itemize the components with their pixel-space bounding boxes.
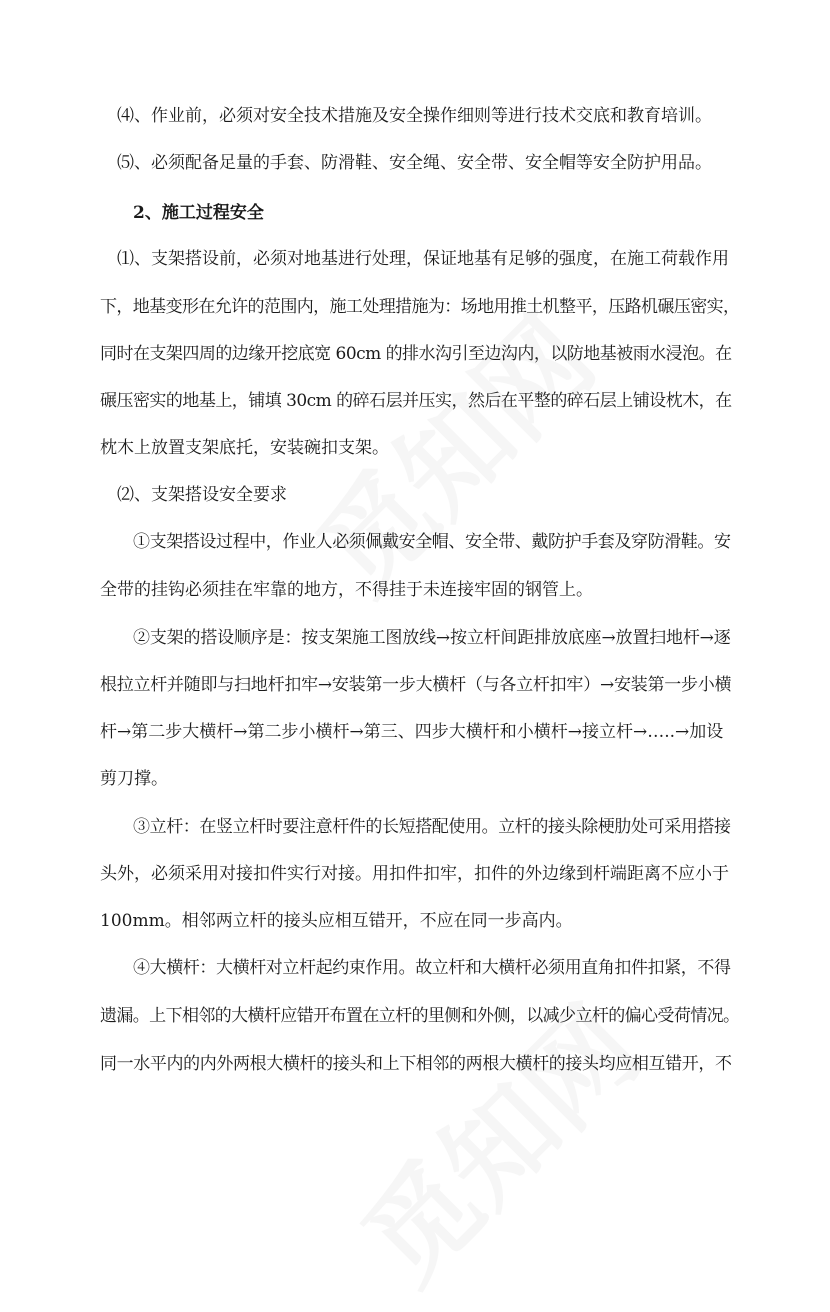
paragraph-line: 全带的挂钩必须挂在牢靠的地方，不得挂于未连接牢固的钢管上。 bbox=[100, 580, 593, 600]
section-heading: 2、施工过程安全 bbox=[133, 203, 264, 223]
paragraph-line: 枕木上放置支架底托，安装碗扣支架。 bbox=[100, 438, 389, 458]
paragraph-line: 遗漏。上下相邻的大横杆应错开布置在立杆的里侧和外侧，以减少立杆的偏心受荷情况。 bbox=[100, 1006, 740, 1026]
paragraph-line: ⑴、支架搭设前，必须对地基进行处理，保证地基有足够的强度，在施工荷载作用 bbox=[117, 249, 729, 269]
paragraph-line: ②支架的搭设顺序是：按支架施工图放线→按立杆间距排放底座→放置扫地杆→逐 bbox=[133, 628, 731, 648]
paragraph-line: 碾压密实的地基上，铺填 30cm 的碎石层并压实，然后在平整的碎石层上铺设枕木，在 bbox=[100, 391, 732, 411]
paragraph-line: 杆→第二步大横杆→第二步小横杆→第三、四步大横杆和小横杆→接立杆→…..→加设 bbox=[100, 722, 724, 742]
paragraph-line: ③立杆：在竖立杆时要注意杆件的长短搭配使用。立杆的接头除梗肋处可采用搭接 bbox=[133, 817, 731, 837]
paragraph-line: ①支架搭设过程中，作业人必须佩戴安全帽、安全带、戴防护手套及穿防滑鞋。安 bbox=[133, 532, 731, 552]
paragraph-line: ⑷、作业前，必须对安全技术措施及安全操作细则等进行技术交底和教育培训。 bbox=[117, 106, 712, 126]
paragraph-line: 头外，必须采用对接扣件实行对接。用扣件扣牢，扣件的外边缘到杆端距离不应小于 bbox=[100, 864, 729, 884]
paragraph-line: ⑵、支架搭设安全要求 bbox=[117, 485, 287, 505]
paragraph-line: ⑸、必须配备足量的手套、防滑鞋、安全绳、安全带、安全帽等安全防护用品。 bbox=[117, 153, 712, 173]
paragraph-line: 下，地基变形在允许的范围内，施工处理措施为：场地用推土机整平，压路机碾压密实， bbox=[100, 297, 740, 317]
paragraph-line: 同时在支架四周的边缘开挖底宽 60cm 的排水沟引至边沟内，以防地基被雨水浸泡。在 bbox=[100, 344, 732, 364]
paragraph-line: 根拉立杆并随即与扫地杆扣牢→安装第一步大横杆（与各立杆扣牢）→安装第一步小横 bbox=[100, 675, 732, 695]
paragraph-line: ④大横杆：大横杆对立杆起约束作用。故立杆和大横杆必须用直角扣件扣紧，不得 bbox=[133, 958, 731, 978]
paragraph-line: 同一水平内的内外两根大横杆的接头和上下相邻的两根大横杆的接头均应相互错开，不 bbox=[100, 1054, 732, 1074]
paragraph-line: 100mm。相邻两立杆的接头应相互错开，不应在同一步高内。 bbox=[100, 911, 573, 931]
paragraph-line: 剪刀撑。 bbox=[100, 769, 168, 789]
